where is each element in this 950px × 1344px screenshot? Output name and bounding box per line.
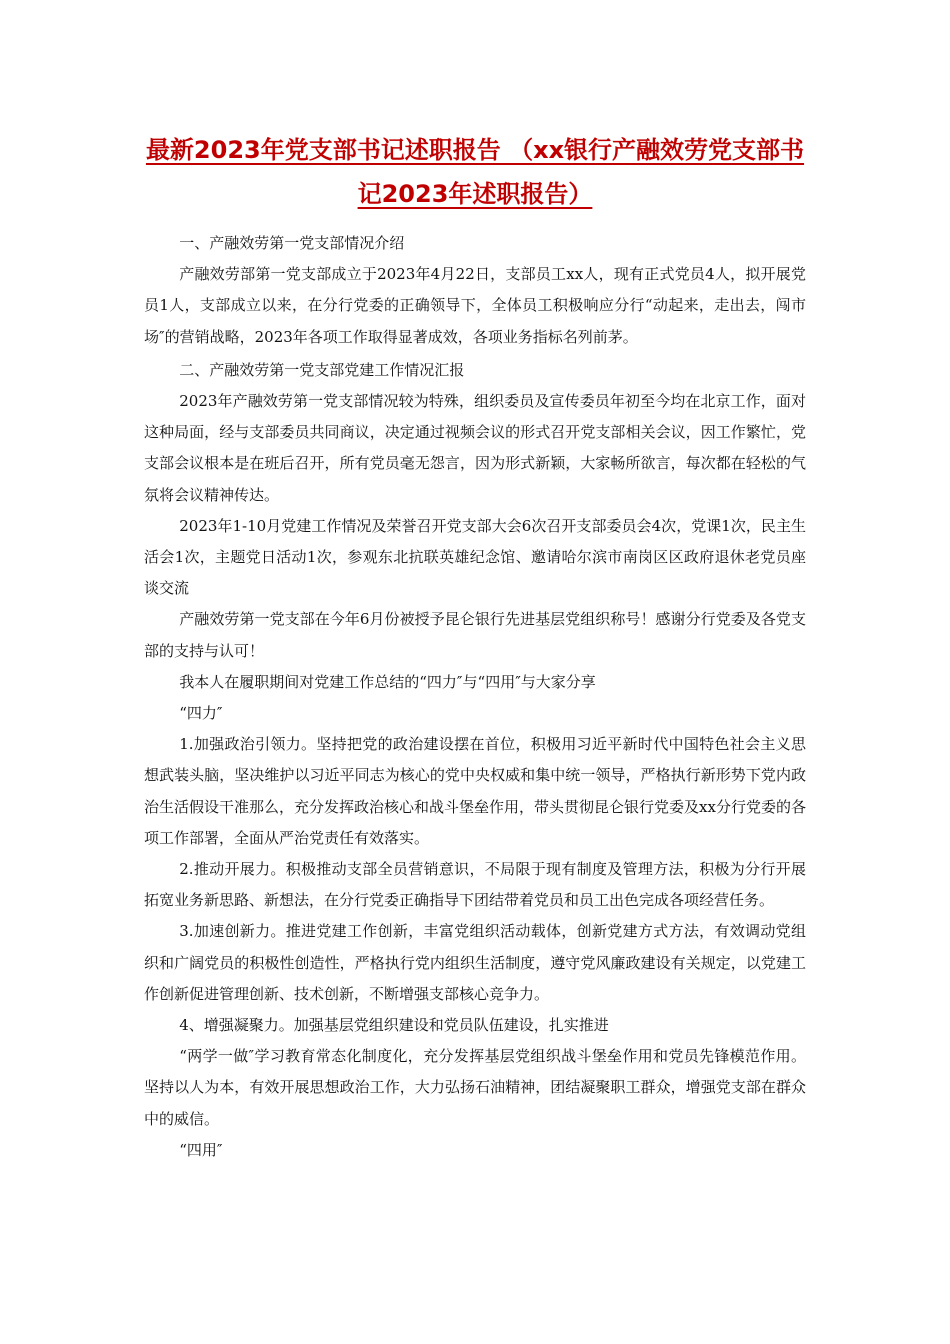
paragraph: 2023年1-10月党建工作情况及荣誉召开党支部大会6次召开支部委员会4次，党课1次，民主生活会1次，主题党日活动1次，参观东北抗联英雄纪念馆、邀请哈尔滨市南岗区区政府退休老党员座谈交流 (144, 516, 806, 598)
paragraph: “两学一做″学习教育常态化制度化，充分发挥基层党组织战斗堡垒作用和党员先锋模范作用。坚持以人为本，有效开展思想政治工作，大力弘扬石油精神，团结凝聚职工群众，增强党支部在群众中的威信。 (144, 1047, 806, 1128)
section-heading-2: 二、产融效劳第一党支部党建工作情况汇报 (179, 360, 465, 379)
paragraph: 我本人在履职期间对党建工作总结的“四力″与“四用″与大家分享 (179, 672, 596, 691)
list-item: 3.加速创新力。推进党建工作创新，丰富党组织活动载体，创新党建方式方法，有效调动党组织和广阔党员的积极性创造性，严格执行党内组织生活制度，遵守党风廉政建设有关规定，以党建工作创新促进管理创新、技术创新，不断增强支部核心竞争力。 (144, 922, 806, 1003)
subheading-four-uses: “四用″ (179, 1140, 223, 1159)
document-body (144, 226, 806, 1166)
document-title (135, 128, 815, 216)
paragraph: 产融效劳第一党支部在今年6月份被授予昆仑银行先进基层党组织称号！感谢分行党委及各党支部的支持与认可！ (144, 610, 806, 660)
list-item: 1.加强政治引领力。坚持把党的政治建设摆在首位，积极用习近平新时代中国特色社会主义思想武装头脑，坚决维护以习近平同志为核心的党中央权威和集中统一领导，严格执行新形势下党内政治生活假设干准那么，充分发挥政治核心和战斗堡垒作用，带头贯彻昆仑银行党委及xx分行党委的各项工作部署，全面从严治党责任有效落实。 (144, 735, 806, 847)
paragraph: 2023年产融效劳第一党支部情况较为特殊，组织委员及宣传委员年初至今均在北京工作，面对这种局面，经与支部委员共同商议，决定通过视频会议的形式召开党支部相关会议，因工作繁忙，党支部会议根本是在班后召开，所有党员毫无怨言，因为形式新颖，大家畅所欲言，每次都在轻松的气氛将会议精神传达。 (144, 392, 806, 504)
list-item: 2.推动开展力。积极推动支部全员营销意识，不局限于现有制度及管理方法，积极为分行开展拓宽业务新思路、新想法，在分行党委正确指导下团结带着党员和员工出色完成各项经营任务。 (144, 860, 806, 910)
list-item: 4、增强凝聚力。加强基层党组织建设和党员队伍建设，扎实推进 (179, 1016, 609, 1035)
paragraph: 产融效劳部第一党支部成立于2023年4月22日，支部员工xx人，现有正式党员4人，拟开展党员1人，支部成立以来，在分行党委的正确领导下，全体员工积极响应分行“动起来，走出去，闯市场″的营销战略，2023年各项工作取得显著成效，各项业务指标名列前茅。 (144, 265, 806, 346)
section-heading-1: 一、产融效劳第一党支部情况介绍 (179, 234, 405, 252)
document-title-text: 最新2023年党支部书记述职报告 （xx银行产融效劳党支部书记2023年述职报告） (145, 136, 805, 208)
subheading-four-forces: “四力″ (179, 704, 223, 723)
